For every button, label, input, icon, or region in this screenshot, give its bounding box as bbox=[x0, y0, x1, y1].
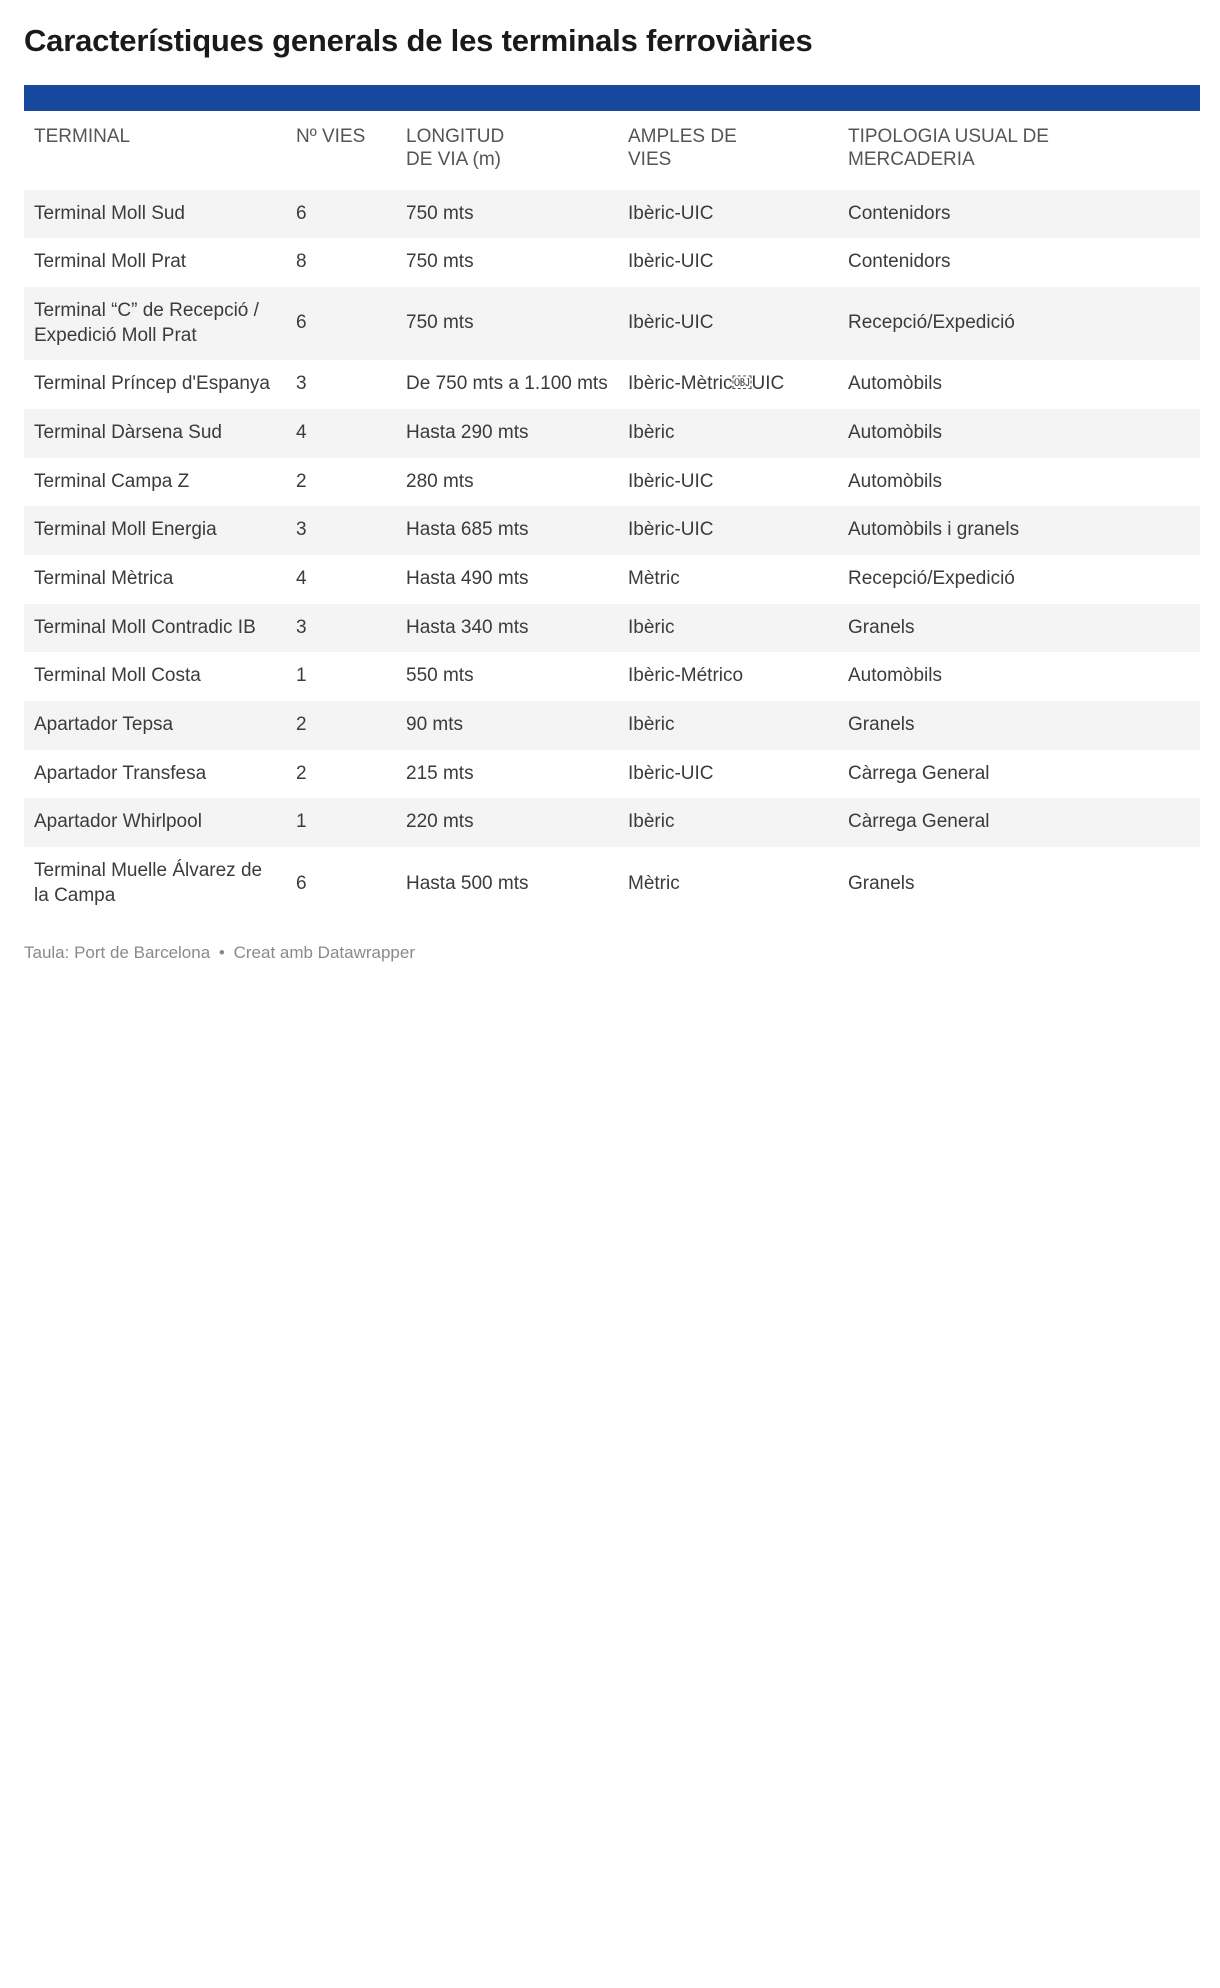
table-row bbox=[24, 798, 1200, 847]
column-header-longitud[interactable] bbox=[396, 111, 618, 189]
cell-longitud: De 750 mts a 1.100 mts bbox=[396, 360, 618, 409]
table-page bbox=[0, 0, 1220, 981]
cell-tipologia: Contenidors bbox=[838, 190, 1200, 239]
cell-vies: 2 bbox=[286, 701, 396, 750]
footer-source: Taula: Port de Barcelona bbox=[24, 942, 211, 962]
cell-vies: 2 bbox=[286, 458, 396, 507]
cell-longitud: 215 mts bbox=[396, 750, 618, 799]
cell-vies: 3 bbox=[286, 360, 396, 409]
table-body bbox=[24, 190, 1200, 921]
cell-tipologia: Contenidors bbox=[838, 238, 1200, 287]
cell-vies: 3 bbox=[286, 604, 396, 653]
cell-vies: 6 bbox=[286, 190, 396, 239]
column-header-tipologia-line1: TIPOLOGIA USUAL DE bbox=[848, 126, 1049, 148]
cell-longitud: 280 mts bbox=[396, 458, 618, 507]
column-header-tipologia-line2: MERCADERIA bbox=[848, 149, 975, 171]
page-title: Característiques generals de les terminals ferroviàries bbox=[24, 23, 813, 58]
cell-tipologia: Càrrega General bbox=[838, 750, 1200, 799]
table-header bbox=[24, 111, 1200, 189]
table-row bbox=[24, 604, 1200, 653]
cell-terminal: Terminal Moll Sud bbox=[24, 190, 286, 239]
cell-terminal: Terminal Mètrica bbox=[24, 555, 286, 604]
cell-tipologia: Granels bbox=[838, 701, 1200, 750]
column-header-amples[interactable] bbox=[618, 111, 838, 189]
cell-vies: 4 bbox=[286, 555, 396, 604]
cell-tipologia: Granels bbox=[838, 847, 1200, 920]
cell-tipologia: Recepció/Expedició bbox=[838, 287, 1200, 360]
cell-longitud: Hasta 685 mts bbox=[396, 506, 618, 555]
cell-longitud: Hasta 340 mts bbox=[396, 604, 618, 653]
terminals-table bbox=[24, 111, 1200, 920]
footer-separator: • bbox=[218, 942, 225, 962]
cell-terminal: Terminal Moll Prat bbox=[24, 238, 286, 287]
table-row bbox=[24, 701, 1200, 750]
cell-tipologia: Càrrega General bbox=[838, 798, 1200, 847]
column-header-tipologia[interactable] bbox=[838, 111, 1200, 189]
cell-ample: Ibèric-UIC bbox=[618, 506, 838, 555]
cell-ample: Ibèric bbox=[618, 798, 838, 847]
cell-ample: Mètric bbox=[618, 555, 838, 604]
cell-vies: 4 bbox=[286, 409, 396, 458]
cell-ample: Ibèric-UIC bbox=[618, 190, 838, 239]
cell-ample: Ibèric-UIC bbox=[618, 458, 838, 507]
cell-tipologia: Automòbils bbox=[838, 458, 1200, 507]
column-header-longitud-line1: LONGITUD bbox=[406, 126, 505, 148]
cell-ample: Mètric bbox=[618, 847, 838, 920]
cell-terminal: Terminal Príncep d'Espanya bbox=[24, 360, 286, 409]
cell-terminal: Terminal Moll Energia bbox=[24, 506, 286, 555]
table-row bbox=[24, 506, 1200, 555]
cell-longitud: 750 mts bbox=[396, 238, 618, 287]
table-footer bbox=[24, 943, 1198, 981]
cell-tipologia: Granels bbox=[838, 604, 1200, 653]
cell-ample: Ibèric bbox=[618, 604, 838, 653]
cell-ample: Ibèric bbox=[618, 701, 838, 750]
cell-vies: 2 bbox=[286, 750, 396, 799]
column-header-vies[interactable] bbox=[286, 111, 396, 189]
cell-vies: 3 bbox=[286, 506, 396, 555]
cell-longitud: Hasta 500 mts bbox=[396, 847, 618, 920]
table-header-row bbox=[24, 111, 1200, 189]
cell-vies: 1 bbox=[286, 652, 396, 701]
table-row bbox=[24, 847, 1200, 920]
column-header-amples-line1: AMPLES DE bbox=[628, 126, 737, 148]
cell-vies: 6 bbox=[286, 847, 396, 920]
table-row bbox=[24, 238, 1200, 287]
cell-terminal: Terminal Moll Contradic IB bbox=[24, 604, 286, 653]
cell-ample: Ibèric-UIC bbox=[618, 750, 838, 799]
cell-longitud: 90 mts bbox=[396, 701, 618, 750]
column-header-vies-line1: Nº VIES bbox=[296, 126, 366, 148]
cell-vies: 8 bbox=[286, 238, 396, 287]
table-row bbox=[24, 750, 1200, 799]
cell-tipologia: Automòbils i granels bbox=[838, 506, 1200, 555]
cell-tipologia: Recepció/Expedició bbox=[838, 555, 1200, 604]
table-row bbox=[24, 360, 1200, 409]
cell-ample: Ibèric-UIC bbox=[618, 287, 838, 360]
footer-credit-link[interactable]: Creat amb Datawrapper bbox=[233, 942, 416, 962]
table-row bbox=[24, 555, 1200, 604]
cell-ample: Ibèric-Métrico bbox=[618, 652, 838, 701]
table-row bbox=[24, 652, 1200, 701]
table-row bbox=[24, 287, 1200, 360]
cell-longitud: Hasta 490 mts bbox=[396, 555, 618, 604]
cell-tipologia: Automòbils bbox=[838, 409, 1200, 458]
cell-terminal: Apartador Transfesa bbox=[24, 750, 286, 799]
cell-terminal: Terminal Moll Costa bbox=[24, 652, 286, 701]
cell-vies: 1 bbox=[286, 798, 396, 847]
column-header-amples-line2: VIES bbox=[628, 149, 672, 171]
cell-ample: Ibèric-UIC bbox=[618, 238, 838, 287]
cell-longitud: 220 mts bbox=[396, 798, 618, 847]
cell-terminal: Terminal “C” de Recepció / Expedició Moll Prat bbox=[24, 287, 286, 360]
header-accent-bar bbox=[24, 85, 1200, 111]
table-row bbox=[24, 458, 1200, 507]
cell-longitud: Hasta 290 mts bbox=[396, 409, 618, 458]
cell-ample: Ibèric-Mètric￼UIC bbox=[618, 360, 838, 409]
cell-ample: Ibèric bbox=[618, 409, 838, 458]
cell-longitud: 750 mts bbox=[396, 190, 618, 239]
cell-longitud: 750 mts bbox=[396, 287, 618, 360]
column-header-terminal[interactable] bbox=[24, 111, 286, 189]
cell-longitud: 550 mts bbox=[396, 652, 618, 701]
cell-tipologia: Automòbils bbox=[838, 652, 1200, 701]
table-row bbox=[24, 409, 1200, 458]
cell-terminal: Terminal Dàrsena Sud bbox=[24, 409, 286, 458]
cell-terminal: Apartador Tepsa bbox=[24, 701, 286, 750]
column-header-longitud-line2: DE VIA (m) bbox=[406, 149, 502, 171]
cell-vies: 6 bbox=[286, 287, 396, 360]
cell-terminal: Terminal Campa Z bbox=[24, 458, 286, 507]
cell-terminal: Apartador Whirlpool bbox=[24, 798, 286, 847]
column-header-terminal-line1: TERMINAL bbox=[34, 126, 131, 148]
cell-terminal: Terminal Muelle Álvarez de la Campa bbox=[24, 847, 286, 920]
cell-tipologia: Automòbils bbox=[838, 360, 1200, 409]
table-row bbox=[24, 190, 1200, 239]
